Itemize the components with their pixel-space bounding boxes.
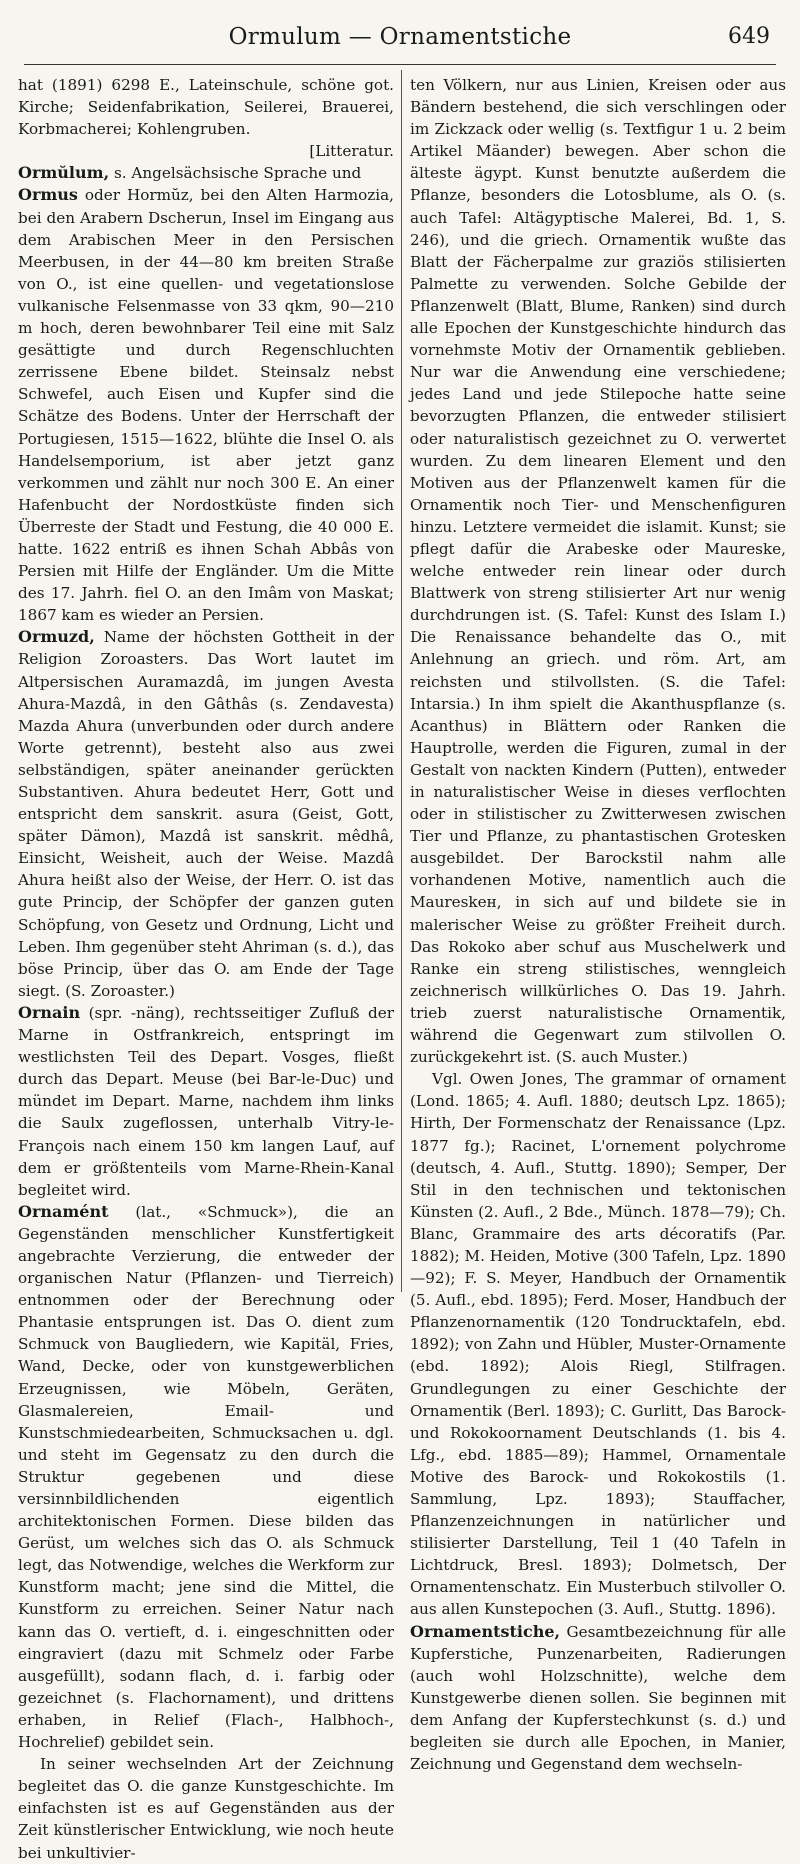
dictionary-entry bbox=[18, 74, 394, 162]
dictionary-entry bbox=[18, 1753, 394, 1863]
entry-text: hat (1891) 6298 E., Lateinschule, schöne got. Kirche; Seidenfabrikation, Seilerei, Brauerei, Korbmacherei; Kohlengruben. bbox=[18, 76, 394, 139]
entry-trailing-note: [Litteratur. bbox=[309, 142, 394, 161]
dictionary-entry bbox=[410, 1068, 786, 1620]
entry-text: (lat., «Schmuck»), die an Gegenständen menschlicher Kunstfertigkeit angebrachte Verzierung, die entweder der organischen Natur (Pflanzen- und Tierreich) entnommen oder der Berechnung oder Phantasie entsprungen ist. Das O. dient zum Schmuck von Baugliedern, wie Kapitäl, Fries, Wand, Decke, oder von kunstgewerblichen Erzeugnissen, wie Möbeln, Geräten, Glasmalereien, Email- und Kunstschmiedearbeiten, Schmucksachen u. dgl. und steht im Gegensatz zu den durch die Struktur gegebenen und diese versinnbildlichenden eigentlich architektonischen Formen. Diese bilden das Gerüst, um welches sich das O. als Schmuck legt, das Notwendige, welches die Werkform zur Kunstform macht; jene sind die Mittel, die Kunstform zu erreichen. Seiner Natur nach kann das O. vertieft, d. i. eingeschnitten oder eingraviert (dazu mit Schmelz oder Farbe ausgefüllt), sodann flach, d. i. farbig oder gezeichnet (s. Flachornament), und drittens erhaben, in Relief (Flach-, Halbhoch-, Hochrelief) gebildet sein. bbox=[18, 1202, 395, 1752]
dictionary-entry bbox=[410, 1621, 786, 1776]
page-number: 649 bbox=[728, 24, 770, 49]
entry-text: In seiner wechselnden Art der Zeichnung begleitet das O. die ganze Kunstgeschichte. Im einfachsten ist es auf Gegenständen aus der Zeit künstlerischer Entwicklung, wie noch heute bei unkultivier- bbox=[18, 1755, 394, 1862]
dictionary-entry bbox=[410, 74, 786, 1068]
dictionary-entry bbox=[18, 184, 394, 626]
entry-headword: Ornamént bbox=[18, 1201, 109, 1221]
dictionary-entry bbox=[18, 1201, 394, 1753]
entry-text: Vgl. Owen Jones, The grammar of ornament (Lond. 1865; 4. Aufl. 1880; deutsch Lpz. 1865); Hirth, Der Formenschatz der Renaissance (Lpz. 1877 fg.); Racinet, L'ornement polychrome (deutsch, 4. Aufl., Stuttg. 1890); Semper, Der Stil in den technischen und tektonischen Künsten (2. Aufl., 2 Bde., Münch. 1878—79); Ch. Blanc, Grammaire des arts décoratifs (Par. 1882); M. Heiden, Motive (300 Tafeln, Lpz. 1890—92); F. S. Meyer, Handbuch der Ornamentik (5. Aufl., ebd. 1895); Ferd. Moser, Handbuch der Pflanzenornamentik (120 Tondrucktafeln, ebd. 1892); von Zahn und Hübler, Muster-Ornamente (ebd. 1892); Alois Riegl, Stilfragen. Grundlegungen zu einer Geschichte der Ornamentik (Berl. 1893); C. Gurlitt, Das Barock- und Rokokoornament Deutschlands (1. bis 4. Lfg., ebd. 1885—89); Hammel, Ornamentale Motive des Barock- und Rokokostils (1. Sammlung, Lpz. 1893); Stauffacher, Pflanzenzeichnungen in natürlicher und stilisierter Darstellung, Teil 1 (40 Tafeln in Lichtdruck, Bresl. 1893); Dolmetsch, Der Ornamentenschatz. Ein Musterbuch stilvoller O. aus allen Kunstepochen (3. Aufl., Stuttg. 1896). bbox=[410, 1070, 786, 1619]
entry-text: Gesamtbezeichnung für alle Kupferstiche, Punzenarbeiten, Radierungen (auch wohl Holzschnitte), welche dem Kunstgewerbe dienen sollen. Sie beginnen mit dem Anfang der Kupferstechkunst (s. d.) und begleiten sie durch alle Epochen, in Manier, Zeichnung und Gegenstand dem wechseln- bbox=[410, 1622, 786, 1774]
page-header bbox=[24, 10, 776, 62]
entry-headword: Ornain bbox=[18, 1002, 81, 1022]
column-divider bbox=[401, 70, 402, 1292]
entry-text: Name der höchsten Gottheit in der Religion Zoroasters. Das Wort lautet im Altpersischen Auramazdâ, im jungen Avesta Ahura-Mazdâ, in den Gâthâs (s. Zendavesta) Mazda Ahura (unverbunden oder durch andere Worte getrennt), besteht also aus zwei selbständigen, später aneinander gerückten Substantiven. Ahura bedeutet Herr, Gott und entspricht dem sanskrit. asura (Geist, Gott, später Dämon), Mazdâ ist sanskrit. mêdhâ, Einsicht, Weisheit, auch der Weise. Mazdâ Ahura heißt also der Weise, der Herr. O. ist das gute Princip, der Schöpfer der ganzen guten Schöpfung, von Gesetz und Ordnung, Licht und Leben. Ihm gegenüber steht Ahriman (s. d.), das böse Princip, über das O. am Ende der Tage siegt. (S. Zoroaster.) bbox=[18, 628, 394, 1000]
dictionary-entry bbox=[18, 1002, 394, 1201]
entry-headword: Ormŭlum, bbox=[18, 163, 110, 183]
entry-text: oder Hormŭz, bei den Alten Harmozia, bei den Arabern Dscherun, Insel im Eingang aus dem Arabischen Meer in den Persischen Meerbusen, in der 44—80 km breiten Straße von O., ist eine quellen- und vegetationslose vulkanische Felsenmasse von 33 qkm, 90—210 m hoch, deren bewohnbarer Teil eine mit Salz gesättigte und durch Regenschluchten zerrissene Ebene bildet. Steinsalz nebst Schwefel, auch Eisen und Kupfer sind die Schätze des Bodens. Unter der Herrschaft der Portugiesen, 1515—1622, blühte die Insel O. als Handelsemporium, ist aber jetzt ganz verkommen und zählt nur noch 300 E. An einer Hafenbucht der Nordostküste finden sich Überreste der Stadt und Festung, die 40 000 E. hatte. 1622 entriß es ihnen Schah Abbâs von Persien mit Hilfe der Engländer. Um die Mitte des 17. Jahrh. fiel O. an den Imâm von Maskat; 1867 kam es wieder an Persien. bbox=[18, 186, 395, 625]
entry-text: s. Angelsächsische Sprache und bbox=[113, 164, 362, 183]
running-title: Ormulum — Ornamentstiche bbox=[228, 24, 572, 50]
entry-headword: Ormuzd, bbox=[18, 627, 95, 647]
right-column bbox=[410, 74, 786, 1774]
left-column bbox=[18, 74, 395, 1862]
header-rule bbox=[24, 64, 776, 65]
entry-text: (spr. -näng), rechtsseitiger Zufluß der Marne in Ostfrankreich, entspringt im westlichsten Teil des Depart. Vosges, fließt durch das Depart. Meuse (bei Bar-le-Duc) und mündet im Depart. Marne, nachdem ihm links die Saulx zugeflossen, unterhalb Vitry-le-François nach einem 150 km langen Lauf, auf dem er größtenteils vom Marne-Rhein-Kanal begleitet wird. bbox=[18, 1003, 394, 1199]
entry-text: ten Völkern, nur aus Linien, Kreisen oder aus Bändern bestehend, die sich verschlingen oder im Zickzack oder wellig (s. Textfigur 1 u. 2 beim Artikel Mäander) bewegen. Aber schon die älteste ägypt. Kunst benutzte außerdem die Pflanze, besonders die Lotosblume, als O. (s. auch Tafel: Altägyptische Malerei, Bd. 1, S. 246), und die griech. Ornamentik wußte das Blatt der Fächerpalme zur graziös stilisierten Palmette zu verwenden. Solche Gebilde der Pflanzenwelt (Blatt, Blume, Ranken) sind durch alle Epochen der Kunstgeschichte hindurch das vornehmste Motiv der Ornamentik geblieben. Nur war die Anwendung eine verschiedene; jedes Land und jede Stilepoche hatte seine bevorzugten Pflanzen, die entweder stilisiert oder naturalistisch gezeichnet zu O. verwertet wurden. Zu dem linearen Element und den Motiven aus der Pflanzenwelt kamen für die Ornamentik noch Tier- und Menschenfiguren hinzu. Letztere vermeidet die islamit. Kunst; sie pflegt dafür die Arabeske oder Maureske, welche entweder rein linear oder durch Blattwerk von streng stilisierter Art nur wenig durchdrungen ist. (S. Tafel: Kunst des Islam I.) Die Renaissance behandelte das O., mit Anlehnung an griech. und röm. Art, am reichsten und stilvollsten. (S. die Tafel: Intarsia.) In ihm spielt die Akanthuspflanze (s. Acanthus) in Blättern oder Ranken die Hauptrolle, werden die Figuren, zumal in der Gestalt von nackten Kindern (Putten), entweder in naturalistischer Weise in dieses verflochten oder in stilistischer zu Zwitterwesen zwischen Tier und Pflanze, zu phantastischen Grotesken ausgebildet. Der Barockstil nahm alle vorhandenen Motive, namentlich auch die Maureskeн, in sich auf und bildete sie in malerischer Weise zu größter Freiheit durch. Das Rokoko aber schuf aus Muschelwerk und Ranke ein streng stilistisches, wenngleich zeichnerisch willkürliches O. Das 19. Jahrh. trieb zuerst naturalistische Ornamentik, während die Gegenwart zum stilvollen O. zurückgekehrt ist. (S. auch Muster.) bbox=[410, 76, 786, 1067]
dictionary-entry bbox=[18, 162, 394, 184]
dictionary-entry bbox=[18, 626, 394, 1002]
entry-headword: Ormus bbox=[18, 185, 78, 205]
entry-headword: Ornamentstiche, bbox=[410, 1621, 561, 1641]
